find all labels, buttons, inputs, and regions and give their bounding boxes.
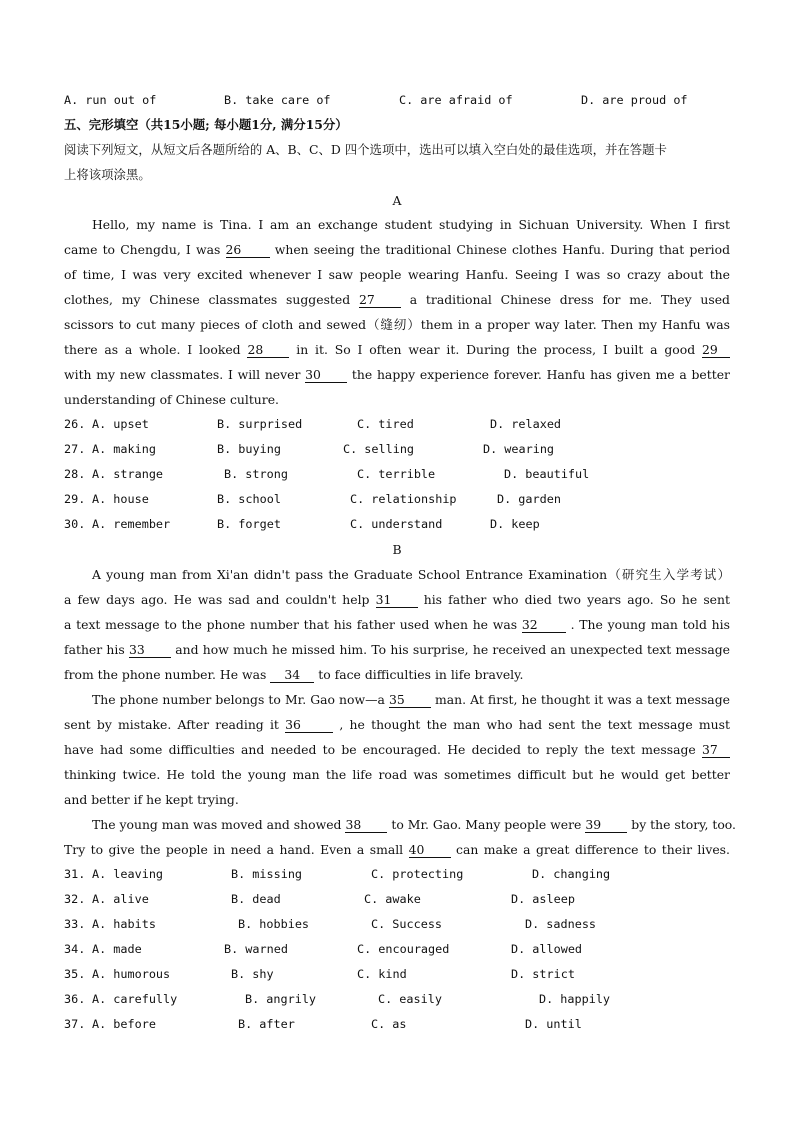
option-b[interactable]: B. after [238,1017,295,1031]
option-b[interactable]: B. surprised [217,417,303,431]
passage-text: . The young man told his [570,617,730,632]
passage-a-line-3: of time, I was very excited whenever I saw people wearing Hanfu. Seeing I was so crazy about the [64,267,730,282]
prev-option-c: C. are afraid of [399,93,513,107]
passage-b-label: B [392,542,402,557]
passage-a-line-4 [64,287,730,312]
blank-38[interactable]: 38 [345,818,387,833]
option-c[interactable]: C. protecting [371,867,464,881]
option-a[interactable]: A. upset [92,417,149,431]
option-b[interactable]: B. dead [231,892,281,906]
passage-a-line-5: scissors to cut many pieces of cloth and sewed（缝纫）them in a proper way later. Then my Hanfu was [64,317,730,332]
passage-text: Try to give the people in need a hand. Even a small [64,842,404,857]
option-a[interactable]: A. remember [92,517,171,531]
option-b[interactable]: B. school [217,492,281,506]
option-d[interactable]: D. beautiful [504,467,590,481]
prev-option-b: B. take care of [224,93,331,107]
option-a[interactable]: A. habits [92,917,156,931]
passage-text: his father who died two years ago. So he sent [423,592,730,607]
passage-a-line-2 [64,237,730,262]
passage-text: sent by mistake. After reading it [64,717,279,732]
passage-text: in it. So I often wear it. During the process, I built a good [296,342,696,357]
prev-option-d: D. are proud of [581,93,688,107]
passage-text: when seeing the traditional Chinese clothes Hanfu. During that period [274,242,731,257]
passage-text: came to Chengdu, I was [64,242,221,257]
option-c[interactable]: C. understand [350,517,443,531]
option-b[interactable]: B. hobbies [238,917,310,931]
prev-option-a: A. run out of [64,93,157,107]
blank-34[interactable]: 34 [270,668,314,683]
question-number: 26. [64,417,86,431]
option-d[interactable]: D. keep [490,517,540,531]
passage-text: a few days ago. He was sad and couldn't help [64,592,370,607]
blank-27[interactable]: 27 [359,293,401,308]
option-a[interactable]: A. made [92,942,142,956]
question-number: 34. [64,942,86,956]
passage-a-line-1: Hello, my name is Tina. I am an exchange student studying in Sichuan University. When I first [92,217,730,232]
blank-40[interactable]: 40 [409,843,451,858]
blank-28[interactable]: 28 [247,343,289,358]
option-d[interactable]: D. garden [497,492,561,506]
blank-26[interactable]: 26 [226,243,270,258]
option-d[interactable]: D. allowed [511,942,583,956]
passage-b-line-10: and better if he kept trying. [64,792,239,807]
passage-a-line-8: understanding of Chinese culture. [64,392,279,407]
passage-text: and how much he missed him. To his surprise, he received an unexpected text message [175,642,730,657]
question-number: 32. [64,892,86,906]
passage-b-line-3 [64,612,730,637]
question-number: 35. [64,967,86,981]
option-d[interactable]: D. relaxed [490,417,562,431]
option-c[interactable]: C. Success [371,917,443,931]
passage-b-line-12 [64,837,730,862]
passage-b-line-1: A young man from Xi'an didn't pass the Graduate School Entrance Examination（研究生入学考试） [92,567,730,582]
question-number: 33. [64,917,86,931]
option-b[interactable]: B. strong [224,467,288,481]
passage-text: a text message to the phone number that his father used when he was [64,617,518,632]
question-number: 27. [64,442,86,456]
option-b[interactable]: B. buying [217,442,281,456]
blank-39[interactable]: 39 [585,818,627,833]
option-a[interactable]: A. alive [92,892,149,906]
passage-text: clothes, my Chinese classmates suggested [64,292,351,307]
passage-b-line-8 [64,737,730,762]
option-a[interactable]: A. strange [92,467,164,481]
passage-text: there as a whole. I looked [64,342,241,357]
passage-b-line-2 [64,587,730,612]
passage-a-line-6 [64,337,730,362]
option-c[interactable]: C. selling [343,442,415,456]
option-b[interactable]: B. missing [231,867,303,881]
passage-text: from the phone number. He was [64,667,267,682]
passage-a-label: A [392,193,402,208]
passage-text: by the story, too. [631,817,736,832]
option-b[interactable]: B. angrily [245,992,317,1006]
option-a[interactable]: A. making [92,442,156,456]
option-c[interactable]: C. kind [357,967,407,981]
blank-32[interactable]: 32 [522,618,566,633]
option-a[interactable]: A. leaving [92,867,164,881]
passage-b-line-4 [64,637,730,662]
question-number: 29. [64,492,86,506]
passage-text: with my new classmates. I will never [64,367,301,382]
section-instruction-line-2: 上将该项涂黑。 [64,167,151,182]
option-d[interactable]: D. happily [539,992,611,1006]
passage-text: the happy experience forever. Hanfu has given me a better [351,367,730,382]
passage-b-line-6 [92,687,730,712]
question-number: 37. [64,1017,86,1031]
question-number: 36. [64,992,86,1006]
option-b[interactable]: B. forget [217,517,281,531]
passage-text: man. At first, he thought it was a text message [435,692,730,707]
passage-text: The young man was moved and showed [92,817,342,832]
option-a[interactable]: A. before [92,1017,156,1031]
section-instruction-line-1: 阅读下列短文，从短文后各题所给的 A、B、C、D 四个选项中，选出可以填入空白处的最佳选项，并在答题卡 [64,142,667,157]
option-d[interactable]: D. sadness [525,917,597,931]
option-a[interactable]: A. humorous [92,967,171,981]
passage-b-line-5 [64,662,730,687]
passage-text: a traditional Chinese dress for me. They used [409,292,730,307]
option-a[interactable]: A. carefully [92,992,178,1006]
blank-35[interactable]: 35 [389,693,431,708]
section-title: 五、完形填空（共15小题; 每小题1分, 满分15分） [64,117,348,132]
option-b[interactable]: B. warned [224,942,288,956]
passage-b-line-7 [64,712,730,737]
option-c[interactable]: C. awake [364,892,421,906]
blank-29[interactable]: 29 [702,343,730,358]
blank-37[interactable]: 37 [702,743,730,758]
option-c[interactable]: C. encouraged [357,942,450,956]
passage-text: The phone number belongs to Mr. Gao now—a [92,692,385,707]
option-c[interactable]: C. relationship [350,492,457,506]
option-b[interactable]: B. shy [231,967,274,981]
blank-31[interactable]: 31 [376,593,418,608]
passage-text: have had some difficulties and needed to be encouraged. He decided to reply the text message [64,742,696,757]
blank-33[interactable]: 33 [129,643,171,658]
option-d[interactable]: D. changing [532,867,611,881]
passage-a-line-7 [64,362,730,387]
option-d[interactable]: D. asleep [511,892,575,906]
question-number: 30. [64,517,86,531]
question-number: 31. [64,867,86,881]
blank-30[interactable]: 30 [305,368,347,383]
option-c[interactable]: C. easily [378,992,442,1006]
option-d[interactable]: D. until [525,1017,582,1031]
option-c[interactable]: C. as [371,1017,407,1031]
blank-36[interactable]: 36 [285,718,333,733]
option-d[interactable]: D. wearing [483,442,555,456]
passage-text: to Mr. Gao. Many people were [391,817,582,832]
question-number: 28. [64,467,86,481]
passage-text: can make a great difference to their lives. [456,842,730,857]
option-c[interactable]: C. terrible [357,467,436,481]
option-a[interactable]: A. house [92,492,149,506]
passage-text: to face difficulties in life bravely. [318,667,524,682]
passage-text: , he thought the man who had sent the text message must [339,717,730,732]
passage-b-line-9: thinking twice. He told the young man the life road was sometimes difficult but he would get better [64,767,730,782]
option-d[interactable]: D. strict [511,967,575,981]
option-c[interactable]: C. tired [357,417,414,431]
passage-text: father his [64,642,125,657]
passage-b-line-11 [92,812,736,837]
